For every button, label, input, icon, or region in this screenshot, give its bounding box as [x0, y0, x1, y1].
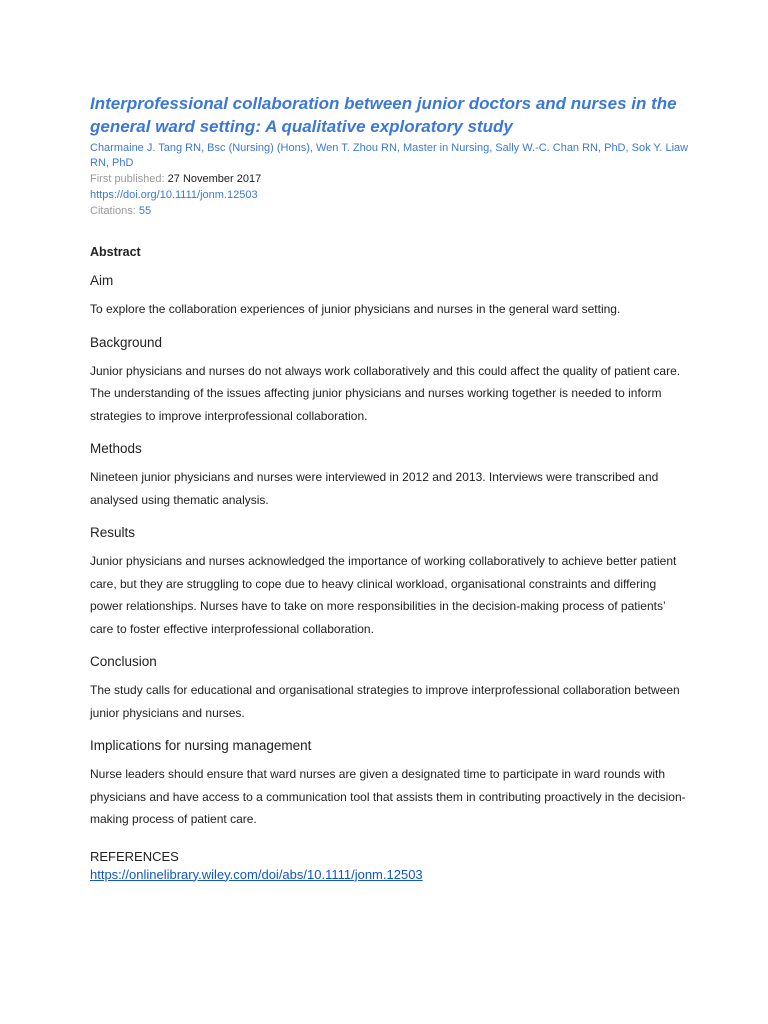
- aim-heading: Aim: [90, 273, 114, 288]
- citations-line: [90, 203, 690, 219]
- aim-text: To explore the collaboration experiences of junior physicians and nurses in the general ward setting.: [90, 302, 621, 316]
- methods-text: Nineteen junior physicians and nurses were interviewed in 2012 and 2013. Interviews were transcribed and analysed using thematic analysis.: [90, 470, 659, 507]
- first-published-label: First published:: [90, 173, 168, 185]
- citations-label: Citations:: [90, 205, 139, 217]
- implications-heading: Implications for nursing management: [90, 738, 312, 753]
- doi-line: [90, 187, 690, 203]
- references-link[interactable]: https://onlinelibrary.wiley.com/doi/abs/10.1111/jonm.12503: [90, 866, 423, 882]
- conclusion-text: The study calls for educational and organisational strategies to improve interprofessional collaboration between junior physicians and nurses.: [90, 683, 680, 720]
- first-published-date: 27 November 2017: [167, 173, 262, 185]
- references-label: REFERENCES: [90, 848, 179, 864]
- references-section: [90, 848, 690, 884]
- first-published-line: [90, 171, 690, 187]
- citations-count[interactable]: 55: [138, 205, 152, 217]
- conclusion-heading: Conclusion: [90, 654, 157, 669]
- implications-text: Nurse leaders should ensure that ward nurses are given a designated time to participate in ward rounds with physicians and have access to a communication tool that assists them in contributing proactively in the decision-making process of patient care.: [90, 767, 686, 826]
- article-title: Interprofessional collaboration between junior doctors and nurses in the general ward setting: A qualitative exploratory study: [90, 94, 677, 136]
- doi-link[interactable]: https://doi.org/10.1111/jonm.12503: [90, 189, 258, 201]
- author-list[interactable]: Charmaine J. Tang RN, Bsc (Nursing) (Hons), Wen T. Zhou RN, Master in Nursing, Sally W.-C. Chan RN, PhD, Sok Y. Liaw RN, PhD: [90, 142, 689, 169]
- article-content: [90, 92, 690, 884]
- abstract-heading: Abstract: [90, 245, 141, 259]
- background-heading: Background: [90, 334, 163, 350]
- results-text: Junior physicians and nurses acknowledged the importance of working collaboratively to achieve better patient care, but they are struggling to cope due to heavy clinical workload, organisational constraints and differing power relationships. Nurses have to take on more responsibilities in the decision-making process of patients’ care to foster effective interprofessional collaboration.: [90, 554, 677, 636]
- results-heading: Results: [90, 525, 136, 540]
- methods-heading: Methods: [90, 441, 142, 456]
- background-text: Junior physicians and nurses do not always work collaboratively and this could affect the quality of patient care. The understanding of the issues affecting junior physicians and nurses working together is needed to inform strategies to improve interprofessional collaboration.: [90, 363, 681, 423]
